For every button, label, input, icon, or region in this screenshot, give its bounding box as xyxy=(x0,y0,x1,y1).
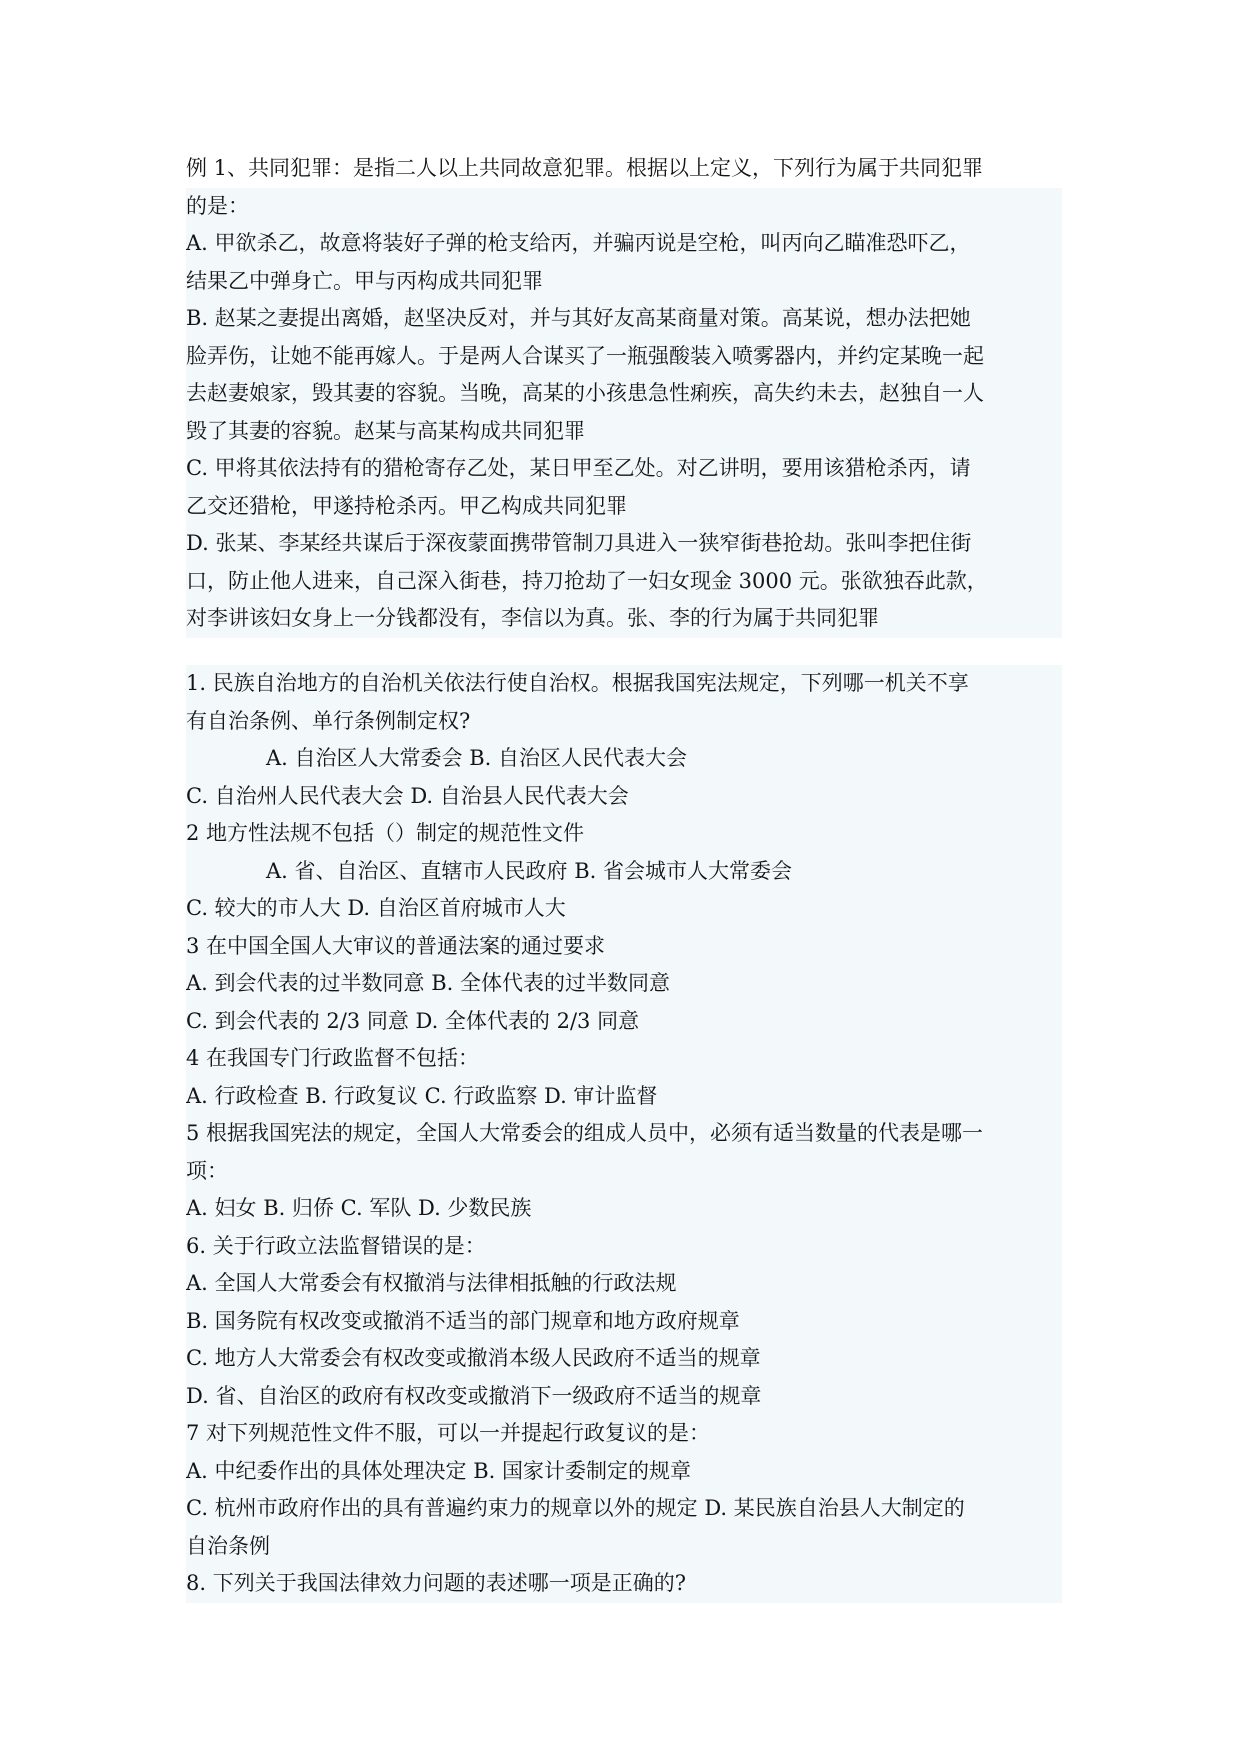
question-list xyxy=(186,665,1062,1603)
text-line: 8. 下列关于我国法律效力问题的表述哪一项是正确的? xyxy=(186,1565,1062,1603)
text-line: C. 自治州人民代表大会 D. 自治县人民代表大会 xyxy=(186,778,1062,816)
text-line: C. 杭州市政府作出的具有普遍约束力的规章以外的规定 D. 某民族自治县人大制定的 xyxy=(186,1490,1062,1528)
text-line: 1. 民族自治地方的自治机关依法行使自治权。根据我国宪法规定，下列哪一机关不享 xyxy=(186,665,1062,703)
text-line: A. 自治区人大常委会 B. 自治区人民代表大会 xyxy=(186,740,1062,778)
text-line: 对李讲该妇女身上一分钱都没有，李信以为真。张、李的行为属于共同犯罪 xyxy=(186,600,1062,638)
text-line: C. 地方人大常委会有权改变或撤消本级人民政府不适当的规章 xyxy=(186,1340,1062,1378)
text-line: A. 甲欲杀乙，故意将装好子弹的枪支给丙，并骗丙说是空枪，叫丙向乙瞄准恐吓乙， xyxy=(186,225,1062,263)
text-line: C. 甲将其依法持有的猎枪寄存乙处，某日甲至乙处。对乙讲明，要用该猎枪杀丙，请 xyxy=(186,450,1062,488)
text-line: A. 行政检查 B. 行政复议 C. 行政监察 D. 审计监督 xyxy=(186,1078,1062,1116)
text-line: A. 妇女 B. 归侨 C. 军队 D. 少数民族 xyxy=(186,1190,1062,1228)
text-line: 2 地方性法规不包括（）制定的规范性文件 xyxy=(186,815,1062,853)
text-line: 5 根据我国宪法的规定，全国人大常委会的组成人员中，必须有适当数量的代表是哪一 xyxy=(186,1115,1062,1153)
text-line: C. 到会代表的 2/3 同意 D. 全体代表的 2/3 同意 xyxy=(186,1003,1062,1041)
text-line: D. 张某、李某经共谋后于深夜蒙面携带管制刀具进入一狭窄街巷抢劫。张叫李把住街 xyxy=(186,525,1062,563)
example-passage xyxy=(186,150,1062,638)
text-line: 去赵妻娘家，毁其妻的容貌。当晚，高某的小孩患急性痢疾，高失约未去，赵独自一人 xyxy=(186,375,1062,413)
text-line: 项： xyxy=(186,1153,1062,1191)
text-line: 毁了其妻的容貌。赵某与高某构成共同犯罪 xyxy=(186,413,1062,451)
text-line: 7 对下列规范性文件不服，可以一并提起行政复议的是： xyxy=(186,1415,1062,1453)
text-line: 6. 关于行政立法监督错误的是： xyxy=(186,1228,1062,1266)
text-line: 4 在我国专门行政监督不包括： xyxy=(186,1040,1062,1078)
text-line: B. 赵某之妻提出离婚，赵坚决反对，并与其好友高某商量对策。高某说，想办法把她 xyxy=(186,300,1062,338)
text-line: 乙交还猎枪，甲遂持枪杀丙。甲乙构成共同犯罪 xyxy=(186,488,1062,526)
text-line: 脸弄伤，让她不能再嫁人。于是两人合谋买了一瓶强酸装入喷雾器内，并约定某晚一起 xyxy=(186,338,1062,376)
text-line: 口，防止他人进来，自己深入街巷，持刀抢劫了一妇女现金 3000 元。张欲独吞此款， xyxy=(186,563,1062,601)
text-line: 例 1、共同犯罪：是指二人以上共同故意犯罪。根据以上定义，下列行为属于共同犯罪 xyxy=(186,156,984,180)
text-line: A. 中纪委作出的具体处理决定 B. 国家计委制定的规章 xyxy=(186,1453,1062,1491)
text-line: 3 在中国全国人大审议的普通法案的通过要求 xyxy=(186,928,1062,966)
text-line: A. 到会代表的过半数同意 B. 全体代表的过半数同意 xyxy=(186,965,1062,1003)
text-line: B. 国务院有权改变或撤消不适当的部门规章和地方政府规章 xyxy=(186,1303,1062,1341)
text-line: 的是： xyxy=(186,188,1062,226)
text-line: A. 全国人大常委会有权撤消与法律相抵触的行政法规 xyxy=(186,1265,1062,1303)
text-line: 有自治条例、单行条例制定权? xyxy=(186,703,1062,741)
text-line: 结果乙中弹身亡。甲与丙构成共同犯罪 xyxy=(186,263,1062,301)
text-line: C. 较大的市人大 D. 自治区首府城市人大 xyxy=(186,890,1062,928)
text-line: 自治条例 xyxy=(186,1528,1062,1566)
text-line: D. 省、自治区的政府有权改变或撤消下一级政府不适当的规章 xyxy=(186,1378,1062,1416)
text-line: A. 省、自治区、直辖市人民政府 B. 省会城市人大常委会 xyxy=(186,853,1062,891)
